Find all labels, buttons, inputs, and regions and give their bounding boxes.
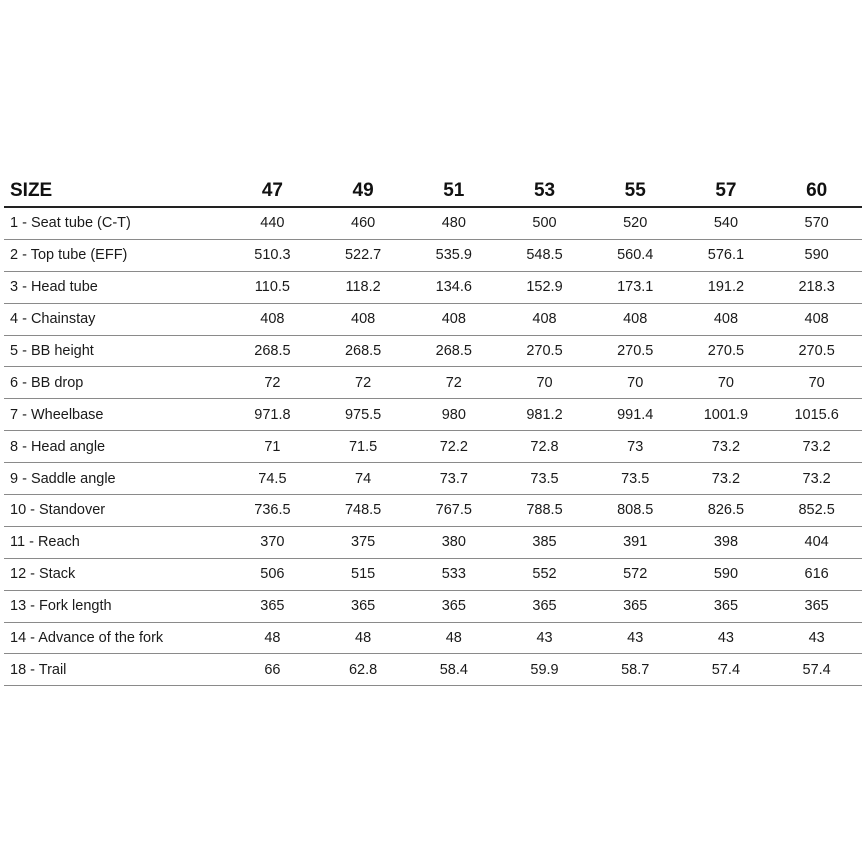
size-column-header: 47 bbox=[227, 175, 318, 207]
table-cell: 72.2 bbox=[408, 431, 499, 463]
table-cell: 73 bbox=[590, 431, 681, 463]
size-column-header: 53 bbox=[499, 175, 590, 207]
table-cell: 110.5 bbox=[227, 271, 318, 303]
table-cell: 73.2 bbox=[771, 463, 862, 495]
table-cell: 73.2 bbox=[771, 431, 862, 463]
table-cell: 71.5 bbox=[318, 431, 409, 463]
table-cell: 173.1 bbox=[590, 271, 681, 303]
table-cell: 560.4 bbox=[590, 239, 681, 271]
table-cell: 268.5 bbox=[408, 335, 499, 367]
table-cell: 74 bbox=[318, 463, 409, 495]
table-cell: 408 bbox=[499, 303, 590, 335]
row-label: 2 - Top tube (EFF) bbox=[4, 239, 227, 271]
table-cell: 535.9 bbox=[408, 239, 499, 271]
table-cell: 408 bbox=[771, 303, 862, 335]
table-cell: 72.8 bbox=[499, 431, 590, 463]
table-cell: 118.2 bbox=[318, 271, 409, 303]
table-cell: 570 bbox=[771, 207, 862, 239]
table-cell: 73.2 bbox=[681, 431, 772, 463]
table-cell: 1001.9 bbox=[681, 399, 772, 431]
row-label: 6 - BB drop bbox=[4, 367, 227, 399]
table-row bbox=[4, 558, 862, 590]
table-cell: 572 bbox=[590, 558, 681, 590]
table-cell: 48 bbox=[227, 622, 318, 654]
table-cell: 460 bbox=[318, 207, 409, 239]
table-cell: 73.5 bbox=[590, 463, 681, 495]
table-cell: 57.4 bbox=[681, 654, 772, 686]
table-cell: 515 bbox=[318, 558, 409, 590]
table-cell: 576.1 bbox=[681, 239, 772, 271]
table-cell: 70 bbox=[590, 367, 681, 399]
table-cell: 70 bbox=[681, 367, 772, 399]
header-row bbox=[4, 175, 862, 207]
row-label: 9 - Saddle angle bbox=[4, 463, 227, 495]
table-cell: 408 bbox=[408, 303, 499, 335]
table-cell: 73.7 bbox=[408, 463, 499, 495]
table-cell: 48 bbox=[408, 622, 499, 654]
row-label: 8 - Head angle bbox=[4, 431, 227, 463]
table-cell: 152.9 bbox=[499, 271, 590, 303]
size-column-header: 51 bbox=[408, 175, 499, 207]
table-cell: 43 bbox=[590, 622, 681, 654]
table-cell: 616 bbox=[771, 558, 862, 590]
table-cell: 48 bbox=[318, 622, 409, 654]
table-cell: 43 bbox=[771, 622, 862, 654]
row-label: 7 - Wheelbase bbox=[4, 399, 227, 431]
row-label: 18 - Trail bbox=[4, 654, 227, 686]
table-cell: 43 bbox=[499, 622, 590, 654]
table-cell: 70 bbox=[499, 367, 590, 399]
row-label: 3 - Head tube bbox=[4, 271, 227, 303]
table-cell: 365 bbox=[408, 590, 499, 622]
table-cell: 391 bbox=[590, 526, 681, 558]
table-cell: 552 bbox=[499, 558, 590, 590]
table-row bbox=[4, 654, 862, 686]
table-cell: 270.5 bbox=[771, 335, 862, 367]
table-cell: 385 bbox=[499, 526, 590, 558]
table-cell: 66 bbox=[227, 654, 318, 686]
row-label: 12 - Stack bbox=[4, 558, 227, 590]
table-row bbox=[4, 239, 862, 271]
table-cell: 408 bbox=[318, 303, 409, 335]
table-cell: 59.9 bbox=[499, 654, 590, 686]
table-cell: 72 bbox=[318, 367, 409, 399]
table-cell: 540 bbox=[681, 207, 772, 239]
size-column-header: 57 bbox=[681, 175, 772, 207]
table-cell: 520 bbox=[590, 207, 681, 239]
table-cell: 808.5 bbox=[590, 495, 681, 527]
table-cell: 268.5 bbox=[227, 335, 318, 367]
table-cell: 408 bbox=[227, 303, 318, 335]
table-cell: 218.3 bbox=[771, 271, 862, 303]
table-cell: 971.8 bbox=[227, 399, 318, 431]
table-cell: 975.5 bbox=[318, 399, 409, 431]
table-cell: 57.4 bbox=[771, 654, 862, 686]
table-cell: 590 bbox=[771, 239, 862, 271]
table-cell: 736.5 bbox=[227, 495, 318, 527]
table-cell: 134.6 bbox=[408, 271, 499, 303]
table-row bbox=[4, 590, 862, 622]
table-cell: 852.5 bbox=[771, 495, 862, 527]
table-cell: 404 bbox=[771, 526, 862, 558]
table-cell: 500 bbox=[499, 207, 590, 239]
row-label: 1 - Seat tube (C-T) bbox=[4, 207, 227, 239]
table-cell: 506 bbox=[227, 558, 318, 590]
table-cell: 270.5 bbox=[499, 335, 590, 367]
table-cell: 548.5 bbox=[499, 239, 590, 271]
table-cell: 191.2 bbox=[681, 271, 772, 303]
table-cell: 73.2 bbox=[681, 463, 772, 495]
row-label: 14 - Advance of the fork bbox=[4, 622, 227, 654]
table-row bbox=[4, 526, 862, 558]
table-cell: 365 bbox=[590, 590, 681, 622]
table-row bbox=[4, 271, 862, 303]
table-cell: 365 bbox=[318, 590, 409, 622]
row-label: 13 - Fork length bbox=[4, 590, 227, 622]
table-cell: 533 bbox=[408, 558, 499, 590]
row-label: 5 - BB height bbox=[4, 335, 227, 367]
table-cell: 58.4 bbox=[408, 654, 499, 686]
table-cell: 270.5 bbox=[590, 335, 681, 367]
table-cell: 365 bbox=[681, 590, 772, 622]
table-cell: 365 bbox=[771, 590, 862, 622]
table-cell: 375 bbox=[318, 526, 409, 558]
table-cell: 480 bbox=[408, 207, 499, 239]
table-row bbox=[4, 335, 862, 367]
table-cell: 788.5 bbox=[499, 495, 590, 527]
table-cell: 440 bbox=[227, 207, 318, 239]
size-header-label: SIZE bbox=[4, 175, 227, 207]
table-cell: 365 bbox=[499, 590, 590, 622]
geometry-table bbox=[4, 175, 862, 686]
table-cell: 72 bbox=[408, 367, 499, 399]
table-cell: 590 bbox=[681, 558, 772, 590]
table-cell: 408 bbox=[681, 303, 772, 335]
table-cell: 270.5 bbox=[681, 335, 772, 367]
table-cell: 826.5 bbox=[681, 495, 772, 527]
geometry-table-body bbox=[4, 207, 862, 686]
table-cell: 72 bbox=[227, 367, 318, 399]
table-cell: 510.3 bbox=[227, 239, 318, 271]
table-cell: 71 bbox=[227, 431, 318, 463]
table-row bbox=[4, 463, 862, 495]
table-row bbox=[4, 207, 862, 239]
size-column-header: 49 bbox=[318, 175, 409, 207]
table-cell: 380 bbox=[408, 526, 499, 558]
table-cell: 767.5 bbox=[408, 495, 499, 527]
table-cell: 62.8 bbox=[318, 654, 409, 686]
table-cell: 748.5 bbox=[318, 495, 409, 527]
table-row bbox=[4, 367, 862, 399]
table-cell: 43 bbox=[681, 622, 772, 654]
table-cell: 398 bbox=[681, 526, 772, 558]
table-cell: 74.5 bbox=[227, 463, 318, 495]
table-row bbox=[4, 303, 862, 335]
table-row bbox=[4, 431, 862, 463]
size-column-header: 55 bbox=[590, 175, 681, 207]
table-cell: 370 bbox=[227, 526, 318, 558]
size-column-header: 60 bbox=[771, 175, 862, 207]
table-cell: 522.7 bbox=[318, 239, 409, 271]
table-cell: 991.4 bbox=[590, 399, 681, 431]
table-row bbox=[4, 399, 862, 431]
table-cell: 365 bbox=[227, 590, 318, 622]
table-row bbox=[4, 622, 862, 654]
row-label: 10 - Standover bbox=[4, 495, 227, 527]
table-cell: 1015.6 bbox=[771, 399, 862, 431]
table-cell: 980 bbox=[408, 399, 499, 431]
table-cell: 58.7 bbox=[590, 654, 681, 686]
table-cell: 408 bbox=[590, 303, 681, 335]
table-cell: 981.2 bbox=[499, 399, 590, 431]
row-label: 11 - Reach bbox=[4, 526, 227, 558]
table-row bbox=[4, 495, 862, 527]
table-cell: 268.5 bbox=[318, 335, 409, 367]
row-label: 4 - Chainstay bbox=[4, 303, 227, 335]
table-cell: 73.5 bbox=[499, 463, 590, 495]
table-cell: 70 bbox=[771, 367, 862, 399]
